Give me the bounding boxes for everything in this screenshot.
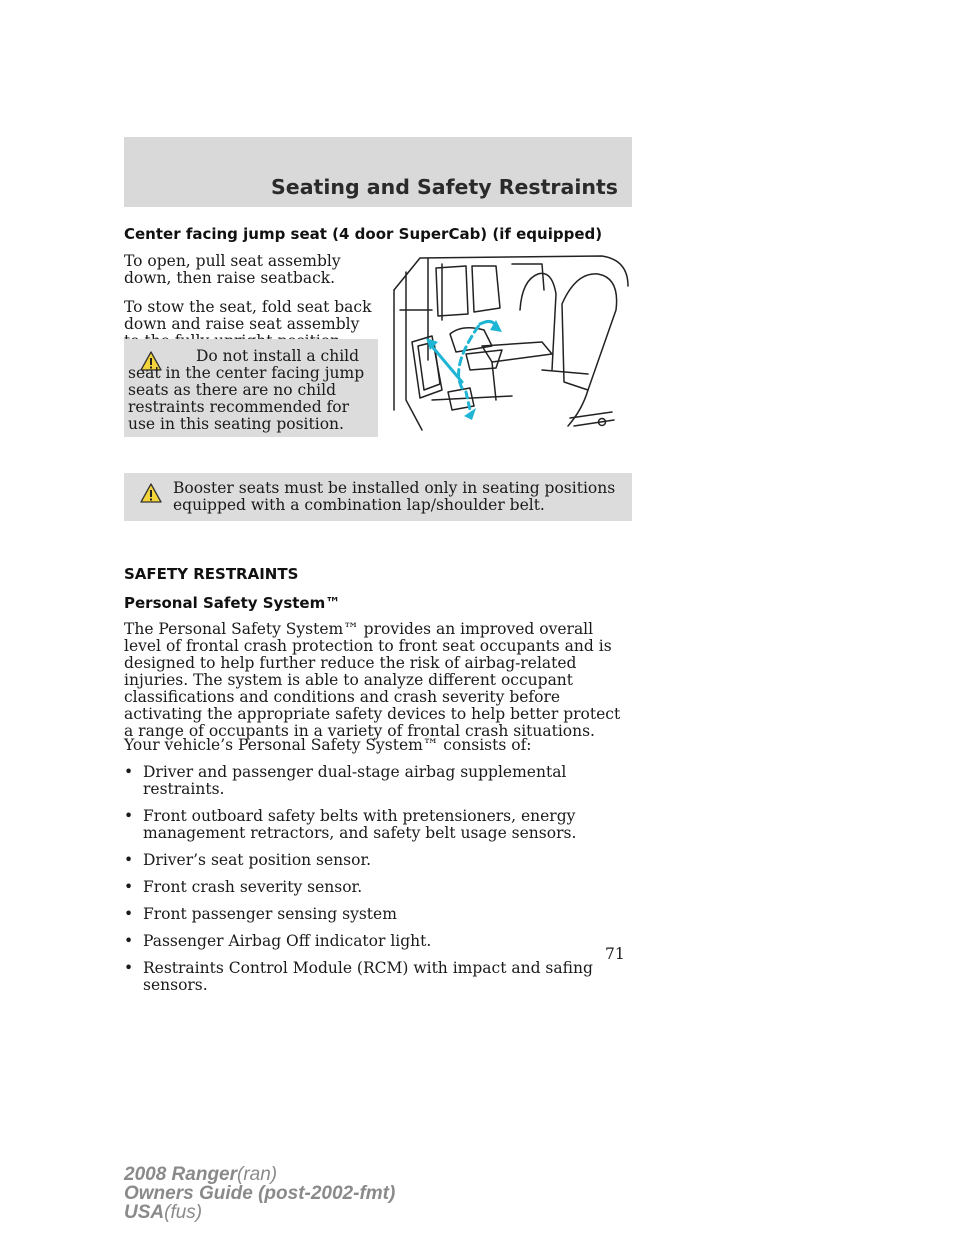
list-item: • Driver and passenger dual-stage airbag supplemental restraints. <box>124 763 567 798</box>
bullet-icon: • <box>124 807 134 825</box>
footer-region: USA <box>124 1202 165 1223</box>
list-item: • Restraints Control Module (RCM) with impact and safing sensors. <box>124 959 593 994</box>
booster-seat-warning-box <box>124 473 632 521</box>
personal-safety-system-intro: The Personal Safety System™ provides an improved overall level of frontal crash protection to front seat occupants and is designed to help further reduce the risk of airbag-related injuries. The system is able to analyze different occupant classifications and conditions and crash severity before activating the appropriate safety devices to help better protect a range of occupants in a variety of frontal crash situations. <box>124 620 621 740</box>
personal-safety-system-consists: Your vehicle’s Personal Safety System™ consists of: <box>124 736 532 754</box>
bullet-icon: • <box>124 959 134 977</box>
jump-seat-open-text: To open, pull seat assembly down, then raise seatback. <box>124 252 341 287</box>
booster-seat-warning-text: Booster seats must be installed only in seating positions equipped with a combination lap/shoulder belt. <box>173 479 616 514</box>
footer-guide: Owners Guide (post-2002-fmt) <box>124 1183 396 1204</box>
list-item: • Passenger Airbag Off indicator light. <box>124 932 432 950</box>
list-item: • Front outboard safety belts with pretensioners, energy management retractors, and safety belt usage sensors. <box>124 807 577 842</box>
safety-components-list <box>124 764 632 1004</box>
safety-restraints-heading: SAFETY RESTRAINTS <box>124 565 299 583</box>
footer-model-code: (ran) <box>237 1164 278 1185</box>
jump-seat-stow-text: To stow the seat, fold seat back down and raise seat assembly <box>124 298 372 333</box>
bullet-icon: • <box>124 851 134 869</box>
footer-region-code: (fus) <box>164 1202 203 1223</box>
list-item: • Front crash severity sensor. <box>124 878 363 896</box>
section-title: Seating and Safety Restraints <box>271 175 618 199</box>
bullet-icon: • <box>124 878 134 896</box>
warning-triangle-icon <box>140 483 162 503</box>
footer-region-line <box>124 1203 395 1222</box>
section-header-bar <box>124 137 632 207</box>
footer-model: 2008 Ranger <box>124 1164 238 1185</box>
jump-seat-heading: Center facing jump seat (4 door SuperCab) (if equipped) <box>124 225 603 243</box>
bullet-icon: • <box>124 905 134 923</box>
list-item: • Driver’s seat position sensor. <box>124 851 372 869</box>
bullet-icon: • <box>124 932 134 950</box>
jump-seat-illustration <box>392 250 634 434</box>
document-footer <box>124 1165 395 1222</box>
personal-safety-system-heading: Personal Safety System™ <box>124 594 341 612</box>
child-seat-warning-box <box>124 339 378 437</box>
bullet-icon: • <box>124 763 134 781</box>
child-seat-warning-text: Do not install a child seat in the center facing jump seats as there are no child restraints recommended for use in this seating position. <box>128 347 365 433</box>
list-item: • Front passenger sensing system <box>124 905 397 923</box>
page-number: 71 <box>605 945 625 963</box>
footer-guide-line <box>124 1184 395 1203</box>
footer-model-line <box>124 1165 395 1184</box>
